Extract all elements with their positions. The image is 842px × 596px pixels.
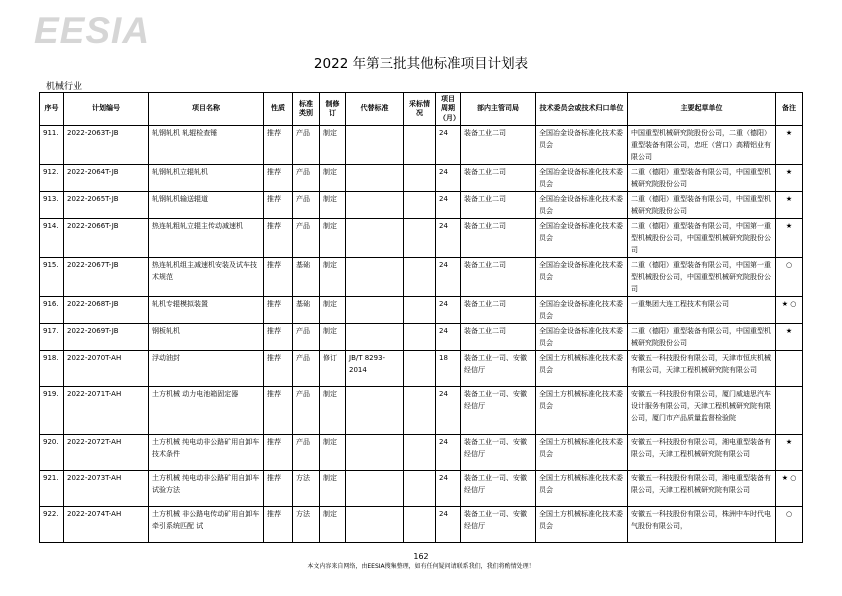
drafter: 安徽五一科技股份有限公司，厦门威迪思汽车设计服务有限公司，天津工程机械研究院有限公司，厦门市产品质量监督检验院 — [628, 387, 776, 435]
project-name: 轧机专辊模拟装置 — [149, 297, 264, 324]
replaced-standard — [346, 471, 404, 507]
period: 24 — [436, 324, 461, 351]
adoption — [404, 507, 436, 543]
header-drafter: 主要起草单位 — [628, 93, 776, 126]
adoption — [404, 165, 436, 192]
period: 24 — [436, 192, 461, 219]
plan-number: 2022-2069T-JB — [64, 324, 149, 351]
category: 产品 — [293, 219, 320, 258]
adoption — [404, 324, 436, 351]
drafter: 安徽五一科技股份有限公司，天津市恒庆机械有限公司，天津工程机械研究院有限公司 — [628, 351, 776, 387]
table-row — [40, 297, 803, 324]
remark: ★ ○ — [776, 471, 803, 507]
header-category: 标准类别 — [293, 93, 320, 126]
revision-type: 制定 — [320, 435, 346, 471]
nature: 推荐 — [264, 297, 293, 324]
nature: 推荐 — [264, 324, 293, 351]
drafter: 二重（德阳）重型装备有限公司，中国重型机械研究院股份公司 — [628, 165, 776, 192]
period: 18 — [436, 351, 461, 387]
category: 产品 — [293, 351, 320, 387]
drafter: 安徽五一科技股份有限公司，株洲中车时代电气股份有限公司， — [628, 507, 776, 543]
table-row — [40, 387, 803, 435]
period: 24 — [436, 471, 461, 507]
committee: 全国土方机械标准化技术委员会 — [536, 471, 628, 507]
adoption — [404, 471, 436, 507]
project-name: 浮动油封 — [149, 351, 264, 387]
industry-label: 机械行业 — [46, 82, 83, 92]
table-row — [40, 126, 803, 165]
project-name: 土方机械 动力电池箱固定器 — [149, 387, 264, 435]
department: 装备工业二司 — [461, 219, 536, 258]
department: 装备工业一司、安徽经信厅 — [461, 507, 536, 543]
drafter: 中国重型机械研究院股份公司，二重（德阳）重型装备有限公司，忠旺（营口）高精铝业有限公司 — [628, 126, 776, 165]
period: 24 — [436, 507, 461, 543]
row-number: 913. — [40, 192, 64, 219]
adoption — [404, 258, 436, 297]
table-row — [40, 471, 803, 507]
project-name: 钢板轧机 — [149, 324, 264, 351]
period: 24 — [436, 126, 461, 165]
department: 装备工业二司 — [461, 192, 536, 219]
revision-type: 修订 — [320, 351, 346, 387]
nature: 推荐 — [264, 387, 293, 435]
period: 24 — [436, 297, 461, 324]
period: 24 — [436, 258, 461, 297]
row-number: 915. — [40, 258, 64, 297]
adoption — [404, 351, 436, 387]
committee: 全国土方机械标准化技术委员会 — [536, 351, 628, 387]
department: 装备工业一司、安徽经信厅 — [461, 387, 536, 435]
adoption — [404, 219, 436, 258]
category: 产品 — [293, 192, 320, 219]
department: 装备工业二司 — [461, 126, 536, 165]
project-name: 土方机械 纯电动非公路矿用自卸车 技术条件 — [149, 435, 264, 471]
replaced-standard — [346, 126, 404, 165]
plan-number: 2022-2070T-AH — [64, 351, 149, 387]
page-title: 2022 年第三批其他标准项目计划表 — [313, 56, 529, 72]
nature: 推荐 — [264, 471, 293, 507]
plan-number: 2022-2066T-JB — [64, 219, 149, 258]
plan-number: 2022-2074T-AH — [64, 507, 149, 543]
plan-number: 2022-2067T-JB — [64, 258, 149, 297]
remark: ○ — [776, 507, 803, 543]
remark — [776, 351, 803, 387]
department: 装备工业一司、安徽经信厅 — [461, 435, 536, 471]
revision-type: 制定 — [320, 126, 346, 165]
replaced-standard — [346, 258, 404, 297]
row-number: 917. — [40, 324, 64, 351]
adoption — [404, 297, 436, 324]
category: 产品 — [293, 387, 320, 435]
plan-number: 2022-2063T-JB — [64, 126, 149, 165]
header-revision: 制修订 — [320, 93, 346, 126]
revision-type: 制定 — [320, 192, 346, 219]
drafter: 安徽五一科技股份有限公司，湘电重型装备有限公司，天津工程机械研究院有限公司 — [628, 471, 776, 507]
department: 装备工业二司 — [461, 165, 536, 192]
table-row — [40, 324, 803, 351]
remark: ○ — [776, 258, 803, 297]
plan-number: 2022-2064T-JB — [64, 165, 149, 192]
project-name: 土方机械 非公路电传动矿用自卸车牵引系统匹配 试 — [149, 507, 264, 543]
row-number: 916. — [40, 297, 64, 324]
drafter: 二重（德阳）重型装备有限公司，中国重型机械研究院股份公司 — [628, 324, 776, 351]
project-name: 轧钢轧机输送辊道 — [149, 192, 264, 219]
header-plan: 计划编号 — [64, 93, 149, 126]
header-replace: 代替标准 — [346, 93, 404, 126]
drafter: 二重（德阳）重型装备有限公司，中国第一重型机械股份公司，中国重型机械研究院股份公司 — [628, 219, 776, 258]
period: 24 — [436, 165, 461, 192]
remark: ★ — [776, 165, 803, 192]
project-name: 轧钢轧机立辊轧机 — [149, 165, 264, 192]
header-remark: 备注 — [776, 93, 803, 126]
category: 产品 — [293, 126, 320, 165]
row-number: 911. — [40, 126, 64, 165]
table-row — [40, 258, 803, 297]
table-row — [40, 351, 803, 387]
replaced-standard — [346, 387, 404, 435]
replaced-standard — [346, 192, 404, 219]
category: 基础 — [293, 297, 320, 324]
department: 装备工业二司 — [461, 297, 536, 324]
adoption — [404, 435, 436, 471]
department: 装备工业二司 — [461, 258, 536, 297]
plan-number: 2022-2071T-AH — [64, 387, 149, 435]
category: 产品 — [293, 324, 320, 351]
department: 装备工业二司 — [461, 324, 536, 351]
remark: ★ — [776, 192, 803, 219]
plan-number: 2022-2068T-JB — [64, 297, 149, 324]
category: 基础 — [293, 258, 320, 297]
table-row — [40, 219, 803, 258]
row-number: 918. — [40, 351, 64, 387]
remark: ★ — [776, 435, 803, 471]
replaced-standard — [346, 435, 404, 471]
replaced-standard — [346, 219, 404, 258]
plan-number: 2022-2073T-AH — [64, 471, 149, 507]
header-committee: 技术委员会或技术归口单位 — [536, 93, 628, 126]
revision-type: 制定 — [320, 507, 346, 543]
period: 24 — [436, 435, 461, 471]
replaced-standard: JB/T 8293-2014 — [346, 351, 404, 387]
remark: ★ — [776, 324, 803, 351]
remark: ★ — [776, 126, 803, 165]
table-row — [40, 192, 803, 219]
committee: 全国冶金设备标准化技术委员会 — [536, 324, 628, 351]
header-period: 项目周期（月） — [436, 93, 461, 126]
revision-type: 制定 — [320, 324, 346, 351]
revision-type: 制定 — [320, 387, 346, 435]
row-number: 919. — [40, 387, 64, 435]
adoption — [404, 126, 436, 165]
category: 产品 — [293, 165, 320, 192]
nature: 推荐 — [264, 192, 293, 219]
header-no: 序号 — [40, 93, 64, 126]
remark: ★ ○ — [776, 297, 803, 324]
footer-note: 本文内容来自网络，由EESIA搜集整理，如有任何疑问请联系我们，我们将酌情处理！ — [307, 563, 535, 570]
plan-number: 2022-2072T-AH — [64, 435, 149, 471]
revision-type: 制定 — [320, 258, 346, 297]
table-row — [40, 165, 803, 192]
row-number: 912. — [40, 165, 64, 192]
nature: 推荐 — [264, 507, 293, 543]
plan-table — [39, 92, 803, 543]
category: 产品 — [293, 435, 320, 471]
drafter: 二重（德阳）重型装备有限公司，中国第一重型机械股份公司，中国重型机械研究院股份公司 — [628, 258, 776, 297]
committee: 全国冶金设备标准化技术委员会 — [536, 126, 628, 165]
period: 24 — [436, 387, 461, 435]
replaced-standard — [346, 165, 404, 192]
nature: 推荐 — [264, 219, 293, 258]
adoption — [404, 387, 436, 435]
committee: 全国冶金设备标准化技术委员会 — [536, 258, 628, 297]
category: 方法 — [293, 471, 320, 507]
plan-number: 2022-2065T-JB — [64, 192, 149, 219]
revision-type: 制定 — [320, 471, 346, 507]
nature: 推荐 — [264, 435, 293, 471]
revision-type: 制定 — [320, 297, 346, 324]
replaced-standard — [346, 324, 404, 351]
revision-type: 制定 — [320, 165, 346, 192]
period: 24 — [436, 219, 461, 258]
nature: 推荐 — [264, 165, 293, 192]
committee: 全国冶金设备标准化技术委员会 — [536, 219, 628, 258]
header-adopt: 采标情况 — [404, 93, 436, 126]
project-name: 热连轧粗轧立辊主传动减速机 — [149, 219, 264, 258]
committee: 全国冶金设备标准化技术委员会 — [536, 165, 628, 192]
header-name: 项目名称 — [149, 93, 264, 126]
replaced-standard — [346, 507, 404, 543]
row-number: 920. — [40, 435, 64, 471]
adoption — [404, 192, 436, 219]
revision-type: 制定 — [320, 219, 346, 258]
department: 装备工业一司、安徽经信厅 — [461, 471, 536, 507]
drafter: 二重（德阳）重型装备有限公司，中国重型机械研究院股份公司 — [628, 192, 776, 219]
project-name: 土方机械 纯电动非公路矿用自卸车 试验方法 — [149, 471, 264, 507]
project-name: 热连轧机组主减速机安装及试车技术规范 — [149, 258, 264, 297]
page-number: 162 — [413, 552, 429, 561]
department: 装备工业一司、安徽经信厅 — [461, 351, 536, 387]
row-number: 921. — [40, 471, 64, 507]
row-number: 914. — [40, 219, 64, 258]
nature: 推荐 — [264, 351, 293, 387]
committee: 全国冶金设备标准化技术委员会 — [536, 192, 628, 219]
drafter: 安徽五一科技股份有限公司，湘电重型装备有限公司，天津工程机械研究院有限公司 — [628, 435, 776, 471]
nature: 推荐 — [264, 258, 293, 297]
project-name: 轧钢轧机 轧辊检查锤 — [149, 126, 264, 165]
committee: 全国土方机械标准化技术委员会 — [536, 507, 628, 543]
drafter: 一重集团大连工程技术有限公司 — [628, 297, 776, 324]
remark — [776, 387, 803, 435]
replaced-standard — [346, 297, 404, 324]
row-number: 922. — [40, 507, 64, 543]
committee: 全国冶金设备标准化技术委员会 — [536, 297, 628, 324]
committee: 全国土方机械标准化技术委员会 — [536, 387, 628, 435]
header-department: 部内主管司局 — [461, 93, 536, 126]
category: 方法 — [293, 507, 320, 543]
nature: 推荐 — [264, 126, 293, 165]
table-header-row — [40, 93, 803, 126]
table-row — [40, 435, 803, 471]
header-nature: 性质 — [264, 93, 293, 126]
remark: ★ — [776, 219, 803, 258]
committee: 全国土方机械标准化技术委员会 — [536, 435, 628, 471]
table-row — [40, 507, 803, 543]
eesia-logo: EESIA — [34, 10, 151, 51]
